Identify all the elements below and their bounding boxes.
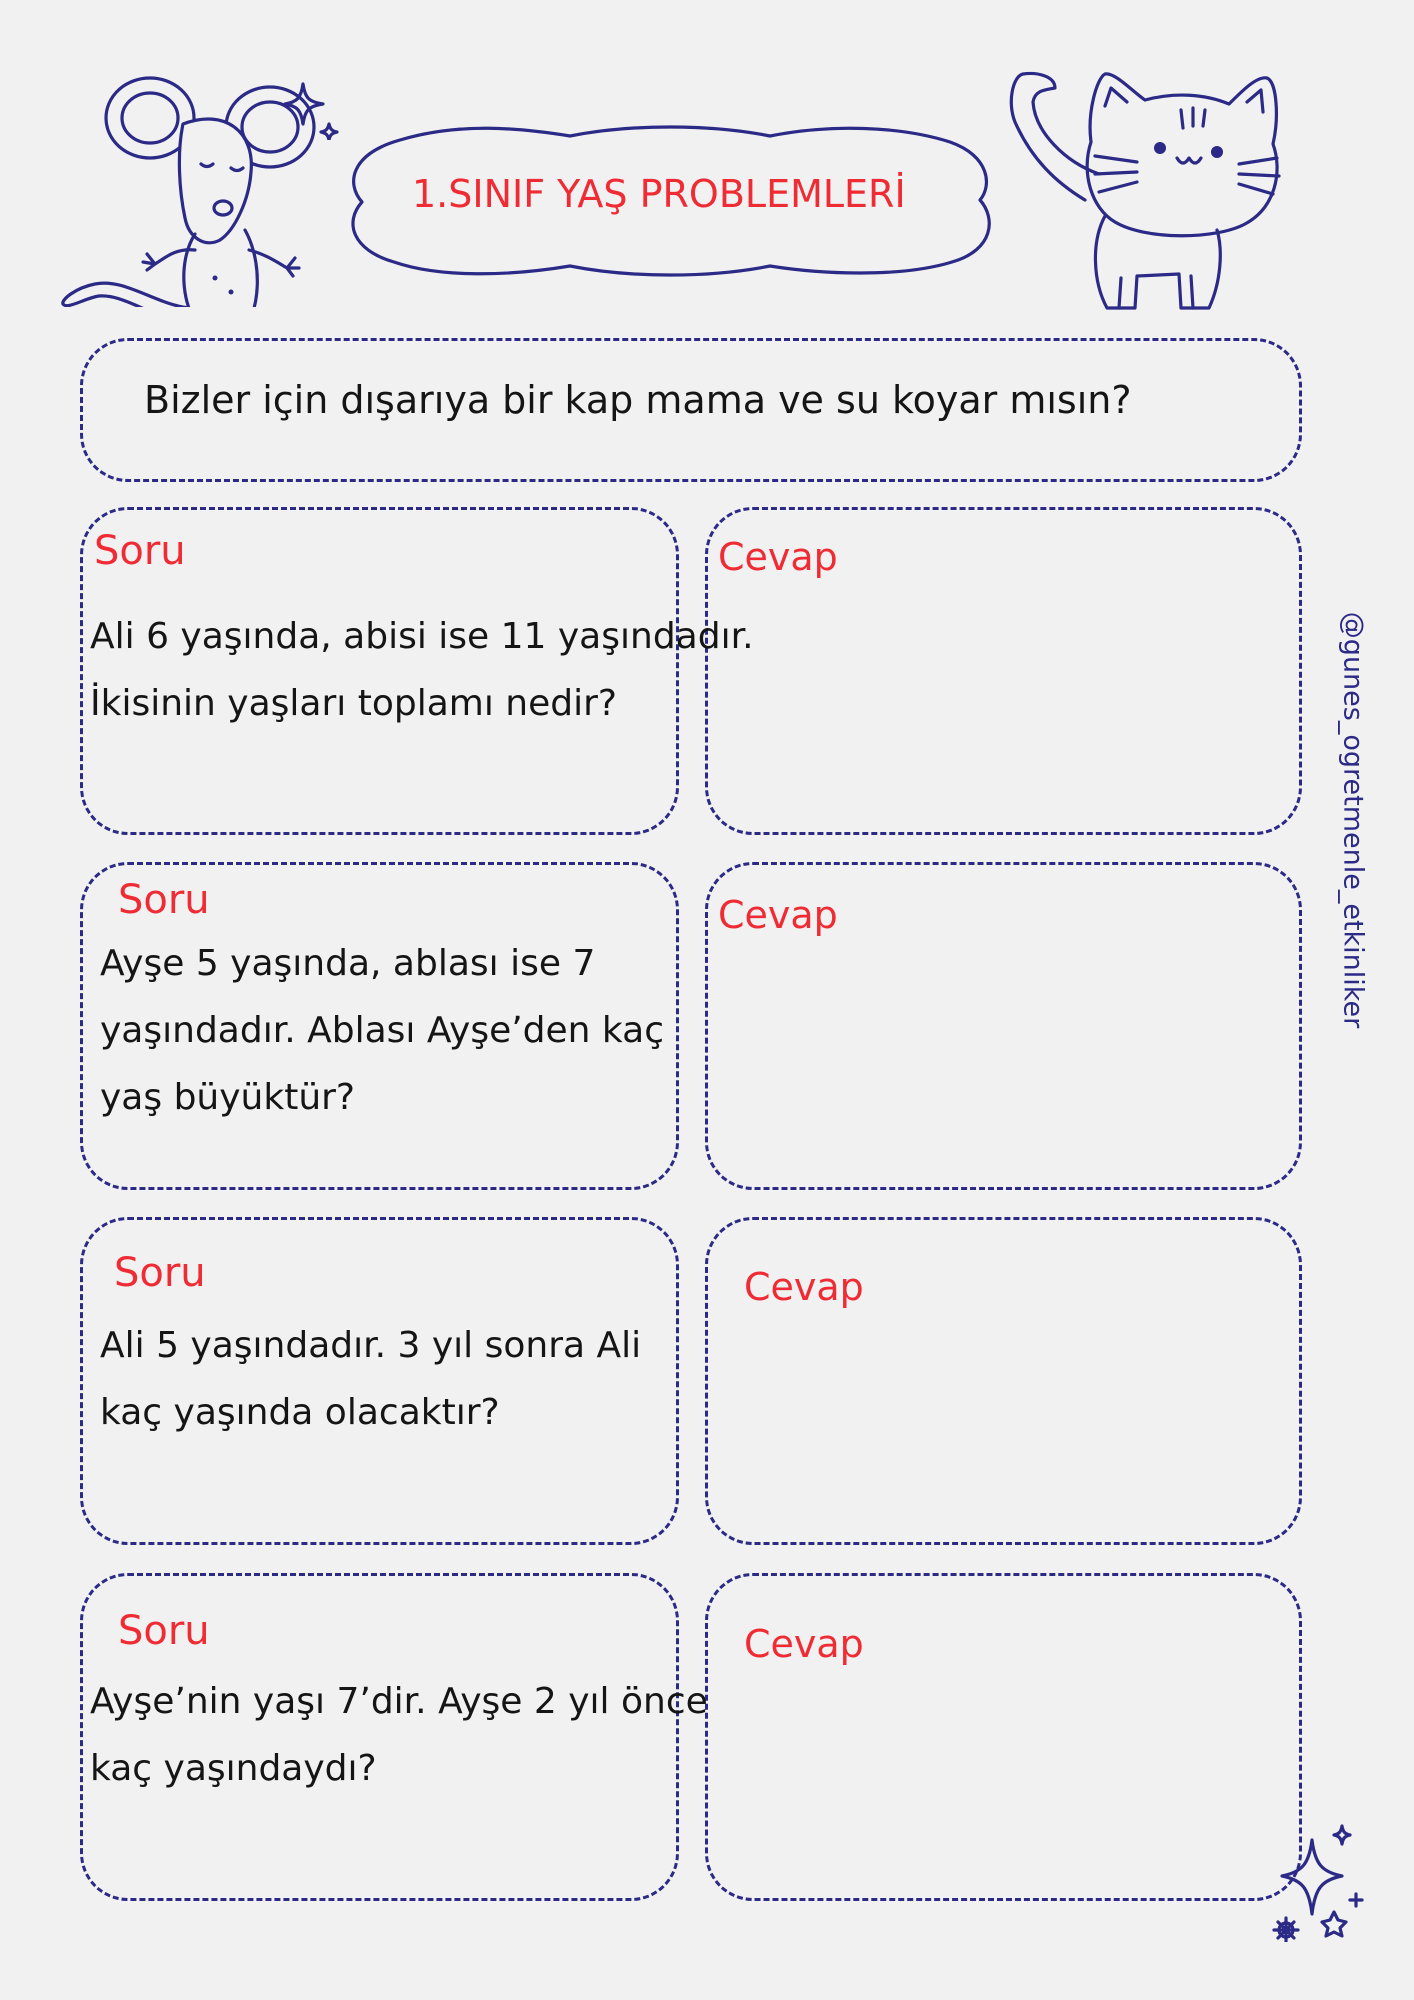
- cevap-label-3: Cevap: [744, 1265, 864, 1309]
- question-text-1: [90, 603, 754, 737]
- question-4-line-1: Ayşe’nin yaşı 7’dir. Ayşe 2 yıl önce: [90, 1681, 708, 1722]
- sparkles-icon: [1272, 1822, 1364, 1942]
- question-text-4: [90, 1668, 708, 1802]
- question-3-line-2: kaç yaşında olacaktır?: [100, 1392, 500, 1433]
- soru-label-2: Soru: [118, 877, 210, 923]
- cevap-label-4: Cevap: [744, 1622, 864, 1666]
- sparkle-icon: [283, 80, 343, 140]
- soru-label-4: Soru: [118, 1608, 210, 1654]
- side-credit: @gunes_ogretmenle_etkinliker: [1337, 611, 1369, 1029]
- intro-text: Bizler için dışarıya bir kap mama ve su koyar mısın?: [144, 378, 1132, 422]
- soru-label-1: Soru: [94, 528, 186, 574]
- question-1-line-2: İkisinin yaşları toplamı nedir?: [90, 683, 618, 724]
- cevap-label-1: Cevap: [718, 535, 838, 579]
- page-title: 1.SINIF YAŞ PROBLEMLERİ: [412, 172, 906, 216]
- soru-label-3: Soru: [114, 1250, 206, 1296]
- question-text-2: [100, 930, 664, 1131]
- question-3-line-1: Ali 5 yaşındadır. 3 yıl sonra Ali: [100, 1325, 642, 1366]
- cat-illustration: [995, 62, 1285, 317]
- cevap-label-2: Cevap: [718, 893, 838, 937]
- question-2-line-1: Ayşe 5 yaşında, ablası ise 7: [100, 943, 596, 984]
- question-4-line-2: kaç yaşındaydı?: [90, 1748, 377, 1789]
- question-2-line-3: yaş büyüktür?: [100, 1077, 356, 1118]
- question-1-line-1: Ali 6 yaşında, abisi ise 11 yaşındadır.: [90, 616, 754, 657]
- question-2-line-2: yaşındadır. Ablası Ayşe’den kaç: [100, 1010, 664, 1051]
- question-text-3: [100, 1312, 641, 1446]
